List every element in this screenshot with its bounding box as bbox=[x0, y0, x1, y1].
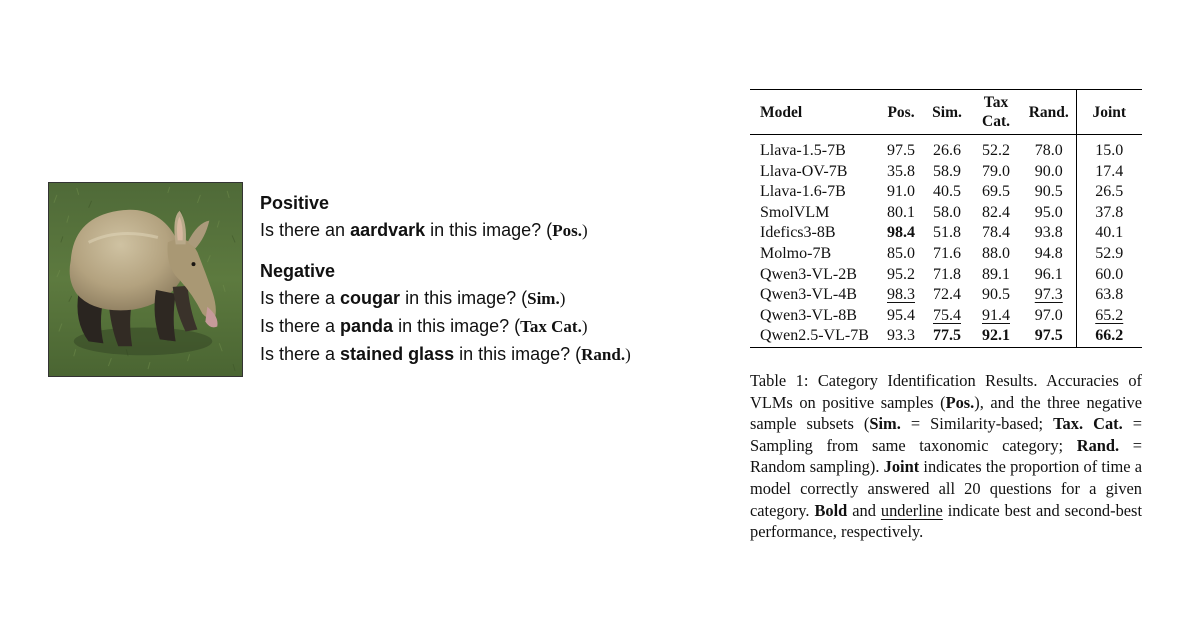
aardvark-illustration bbox=[49, 183, 242, 376]
positive-question bbox=[260, 216, 700, 244]
header-rand: Rand. bbox=[1028, 103, 1069, 121]
cell-pos: 91.0 bbox=[887, 183, 915, 201]
caption-text: = Similarity-based; bbox=[900, 414, 1054, 434]
cell-pos: 97.5 bbox=[887, 142, 915, 159]
question-tag: Tax Cat. bbox=[520, 317, 582, 336]
question-suffix: in this image? ( bbox=[454, 344, 582, 364]
caption-bold: Rand. bbox=[1076, 435, 1120, 455]
negative-question bbox=[260, 340, 700, 368]
cell-pos: 35.8 bbox=[887, 162, 915, 180]
cell-joint: 15.0 bbox=[1076, 135, 1142, 162]
cell-model: Qwen3-VL-2B bbox=[760, 265, 857, 283]
cell-joint: 52.9 bbox=[1076, 244, 1142, 265]
caption-text: = Random sampling). bbox=[750, 435, 1142, 477]
question-suffix: in this image? ( bbox=[400, 288, 528, 308]
question-object: aardvark bbox=[350, 220, 426, 240]
caption-text: ), and the three negative sample subsets ( bbox=[750, 392, 1142, 434]
aardvark-image bbox=[48, 182, 243, 377]
question-suffix: in this image? ( bbox=[425, 220, 553, 240]
results-table bbox=[750, 89, 1142, 348]
table-row bbox=[750, 162, 1142, 183]
table-row bbox=[750, 285, 1142, 306]
cell-model: SmolVLM bbox=[760, 203, 830, 221]
negative-question bbox=[260, 284, 700, 312]
cell-sim: 72.4 bbox=[933, 286, 961, 304]
positive-heading: Positive bbox=[260, 193, 330, 213]
cell-tax: 92.1 bbox=[982, 327, 1010, 345]
cell-sim: 71.8 bbox=[933, 265, 961, 283]
header-tax-line2: Cat. bbox=[982, 113, 1010, 130]
question-prefix: Is there a bbox=[260, 288, 341, 308]
question-tag: Rand. bbox=[581, 345, 626, 364]
cell-sim: 58.0 bbox=[933, 203, 961, 221]
question-close: ) bbox=[581, 317, 588, 336]
question-prefix: Is there a bbox=[260, 344, 341, 364]
caption-underline: underline bbox=[880, 500, 943, 520]
table-header-row bbox=[750, 90, 1142, 135]
question-examples bbox=[260, 190, 700, 368]
cell-model: Qwen2.5-VL-7B bbox=[760, 327, 869, 345]
cell-sim: 26.6 bbox=[933, 142, 961, 159]
cell-joint: 65.2 bbox=[1076, 306, 1142, 327]
question-suffix: in this image? ( bbox=[393, 316, 521, 336]
cell-rand: 93.8 bbox=[1034, 224, 1063, 242]
caption-text: = Sampling from same taxonomic category; bbox=[750, 414, 1143, 455]
question-prefix: Is there an bbox=[260, 220, 351, 240]
cell-model: Qwen3-VL-4B bbox=[760, 286, 857, 304]
cell-pos: 98.4 bbox=[887, 224, 915, 242]
question-tag: Sim. bbox=[527, 289, 560, 308]
cell-joint: 63.8 bbox=[1076, 285, 1142, 306]
header-sim: Sim. bbox=[932, 103, 962, 121]
table-row bbox=[750, 306, 1142, 327]
caption-text: indicates the proportion of time a model correctly answered all 20 questions for a given category. bbox=[750, 457, 1143, 520]
cell-pos: 98.3 bbox=[887, 286, 915, 304]
cell-tax: 82.4 bbox=[982, 203, 1010, 221]
table-row bbox=[750, 182, 1142, 203]
table-caption bbox=[750, 370, 1142, 543]
header-tax-line1: Tax bbox=[983, 94, 1009, 111]
caption-bold: Sim. bbox=[869, 414, 901, 434]
cell-pos: 80.1 bbox=[887, 203, 915, 221]
cell-rand: 90.5 bbox=[1034, 183, 1063, 201]
cell-tax: 79.0 bbox=[982, 162, 1010, 180]
caption-text: Table 1: Category Identification Results. Accuracies of VLMs on positive samples ( bbox=[750, 371, 1142, 412]
cell-pos: 85.0 bbox=[887, 244, 915, 262]
question-object: cougar bbox=[340, 288, 401, 308]
question-tag: Pos. bbox=[552, 221, 582, 240]
cell-pos: 95.2 bbox=[887, 265, 915, 283]
cell-joint: 40.1 bbox=[1076, 223, 1142, 244]
table-row bbox=[750, 265, 1142, 286]
caption-bold: Tax. Cat. bbox=[1053, 414, 1123, 434]
cell-sim: 58.9 bbox=[933, 162, 961, 180]
cell-pos: 93.3 bbox=[887, 327, 915, 345]
table-row bbox=[750, 203, 1142, 224]
table-row bbox=[750, 135, 1142, 162]
question-close: ) bbox=[559, 289, 566, 308]
header-model: Model bbox=[760, 103, 803, 121]
question-prefix: Is there a bbox=[260, 316, 341, 336]
cell-sim: 75.4 bbox=[933, 306, 961, 324]
header-pos: Pos. bbox=[887, 103, 915, 121]
cell-tax: 52.2 bbox=[982, 142, 1010, 159]
cell-tax: 78.4 bbox=[982, 224, 1010, 242]
cell-tax: 69.5 bbox=[982, 183, 1010, 201]
table-row bbox=[750, 244, 1142, 265]
cell-tax: 91.4 bbox=[982, 306, 1010, 324]
caption-text: and bbox=[847, 500, 881, 520]
header-joint: Joint bbox=[1076, 90, 1142, 135]
cell-pos: 95.4 bbox=[887, 306, 915, 324]
negative-heading: Negative bbox=[260, 261, 336, 281]
cell-tax: 90.5 bbox=[982, 286, 1010, 304]
cell-joint: 17.4 bbox=[1076, 162, 1142, 183]
cell-rand: 96.1 bbox=[1034, 265, 1063, 283]
caption-text: indicate best and second-best performance, respectively. bbox=[750, 500, 1142, 542]
negative-question bbox=[260, 312, 700, 340]
cell-tax: 88.0 bbox=[982, 244, 1010, 262]
caption-bold: Joint bbox=[883, 457, 920, 477]
table-row bbox=[750, 223, 1142, 244]
cell-rand: 95.0 bbox=[1034, 203, 1063, 221]
cell-tax: 89.1 bbox=[982, 265, 1010, 283]
cell-joint: 60.0 bbox=[1076, 265, 1142, 286]
cell-joint: 37.8 bbox=[1076, 203, 1142, 224]
question-close: ) bbox=[581, 221, 588, 240]
question-object: panda bbox=[340, 316, 394, 336]
cell-rand: 94.8 bbox=[1034, 244, 1063, 262]
cell-rand: 97.5 bbox=[1034, 327, 1063, 345]
cell-sim: 51.8 bbox=[933, 224, 961, 242]
cell-joint: 66.2 bbox=[1076, 326, 1142, 347]
cell-model: Idefics3-8B bbox=[760, 224, 836, 242]
header-tax-cat bbox=[970, 90, 1022, 135]
cell-model: Llava-1.6-7B bbox=[760, 183, 846, 201]
cell-model: Molmo-7B bbox=[760, 244, 832, 262]
question-close: ) bbox=[625, 345, 631, 364]
cell-rand: 90.0 bbox=[1034, 162, 1063, 180]
table-row bbox=[750, 326, 1142, 347]
cell-rand: 97.0 bbox=[1034, 306, 1063, 324]
caption-bold: Pos. bbox=[945, 392, 975, 412]
caption-bold: Bold bbox=[814, 500, 848, 520]
cell-rand: 97.3 bbox=[1034, 286, 1063, 304]
cell-model: Qwen3-VL-8B bbox=[760, 306, 857, 324]
cell-model: Llava-1.5-7B bbox=[760, 142, 846, 159]
cell-sim: 40.5 bbox=[933, 183, 961, 201]
cell-joint: 26.5 bbox=[1076, 182, 1142, 203]
cell-sim: 77.5 bbox=[933, 327, 961, 345]
cell-rand: 78.0 bbox=[1034, 142, 1063, 159]
question-object: stained glass bbox=[340, 344, 455, 364]
cell-sim: 71.6 bbox=[933, 244, 961, 262]
cell-model: Llava-OV-7B bbox=[760, 162, 848, 180]
